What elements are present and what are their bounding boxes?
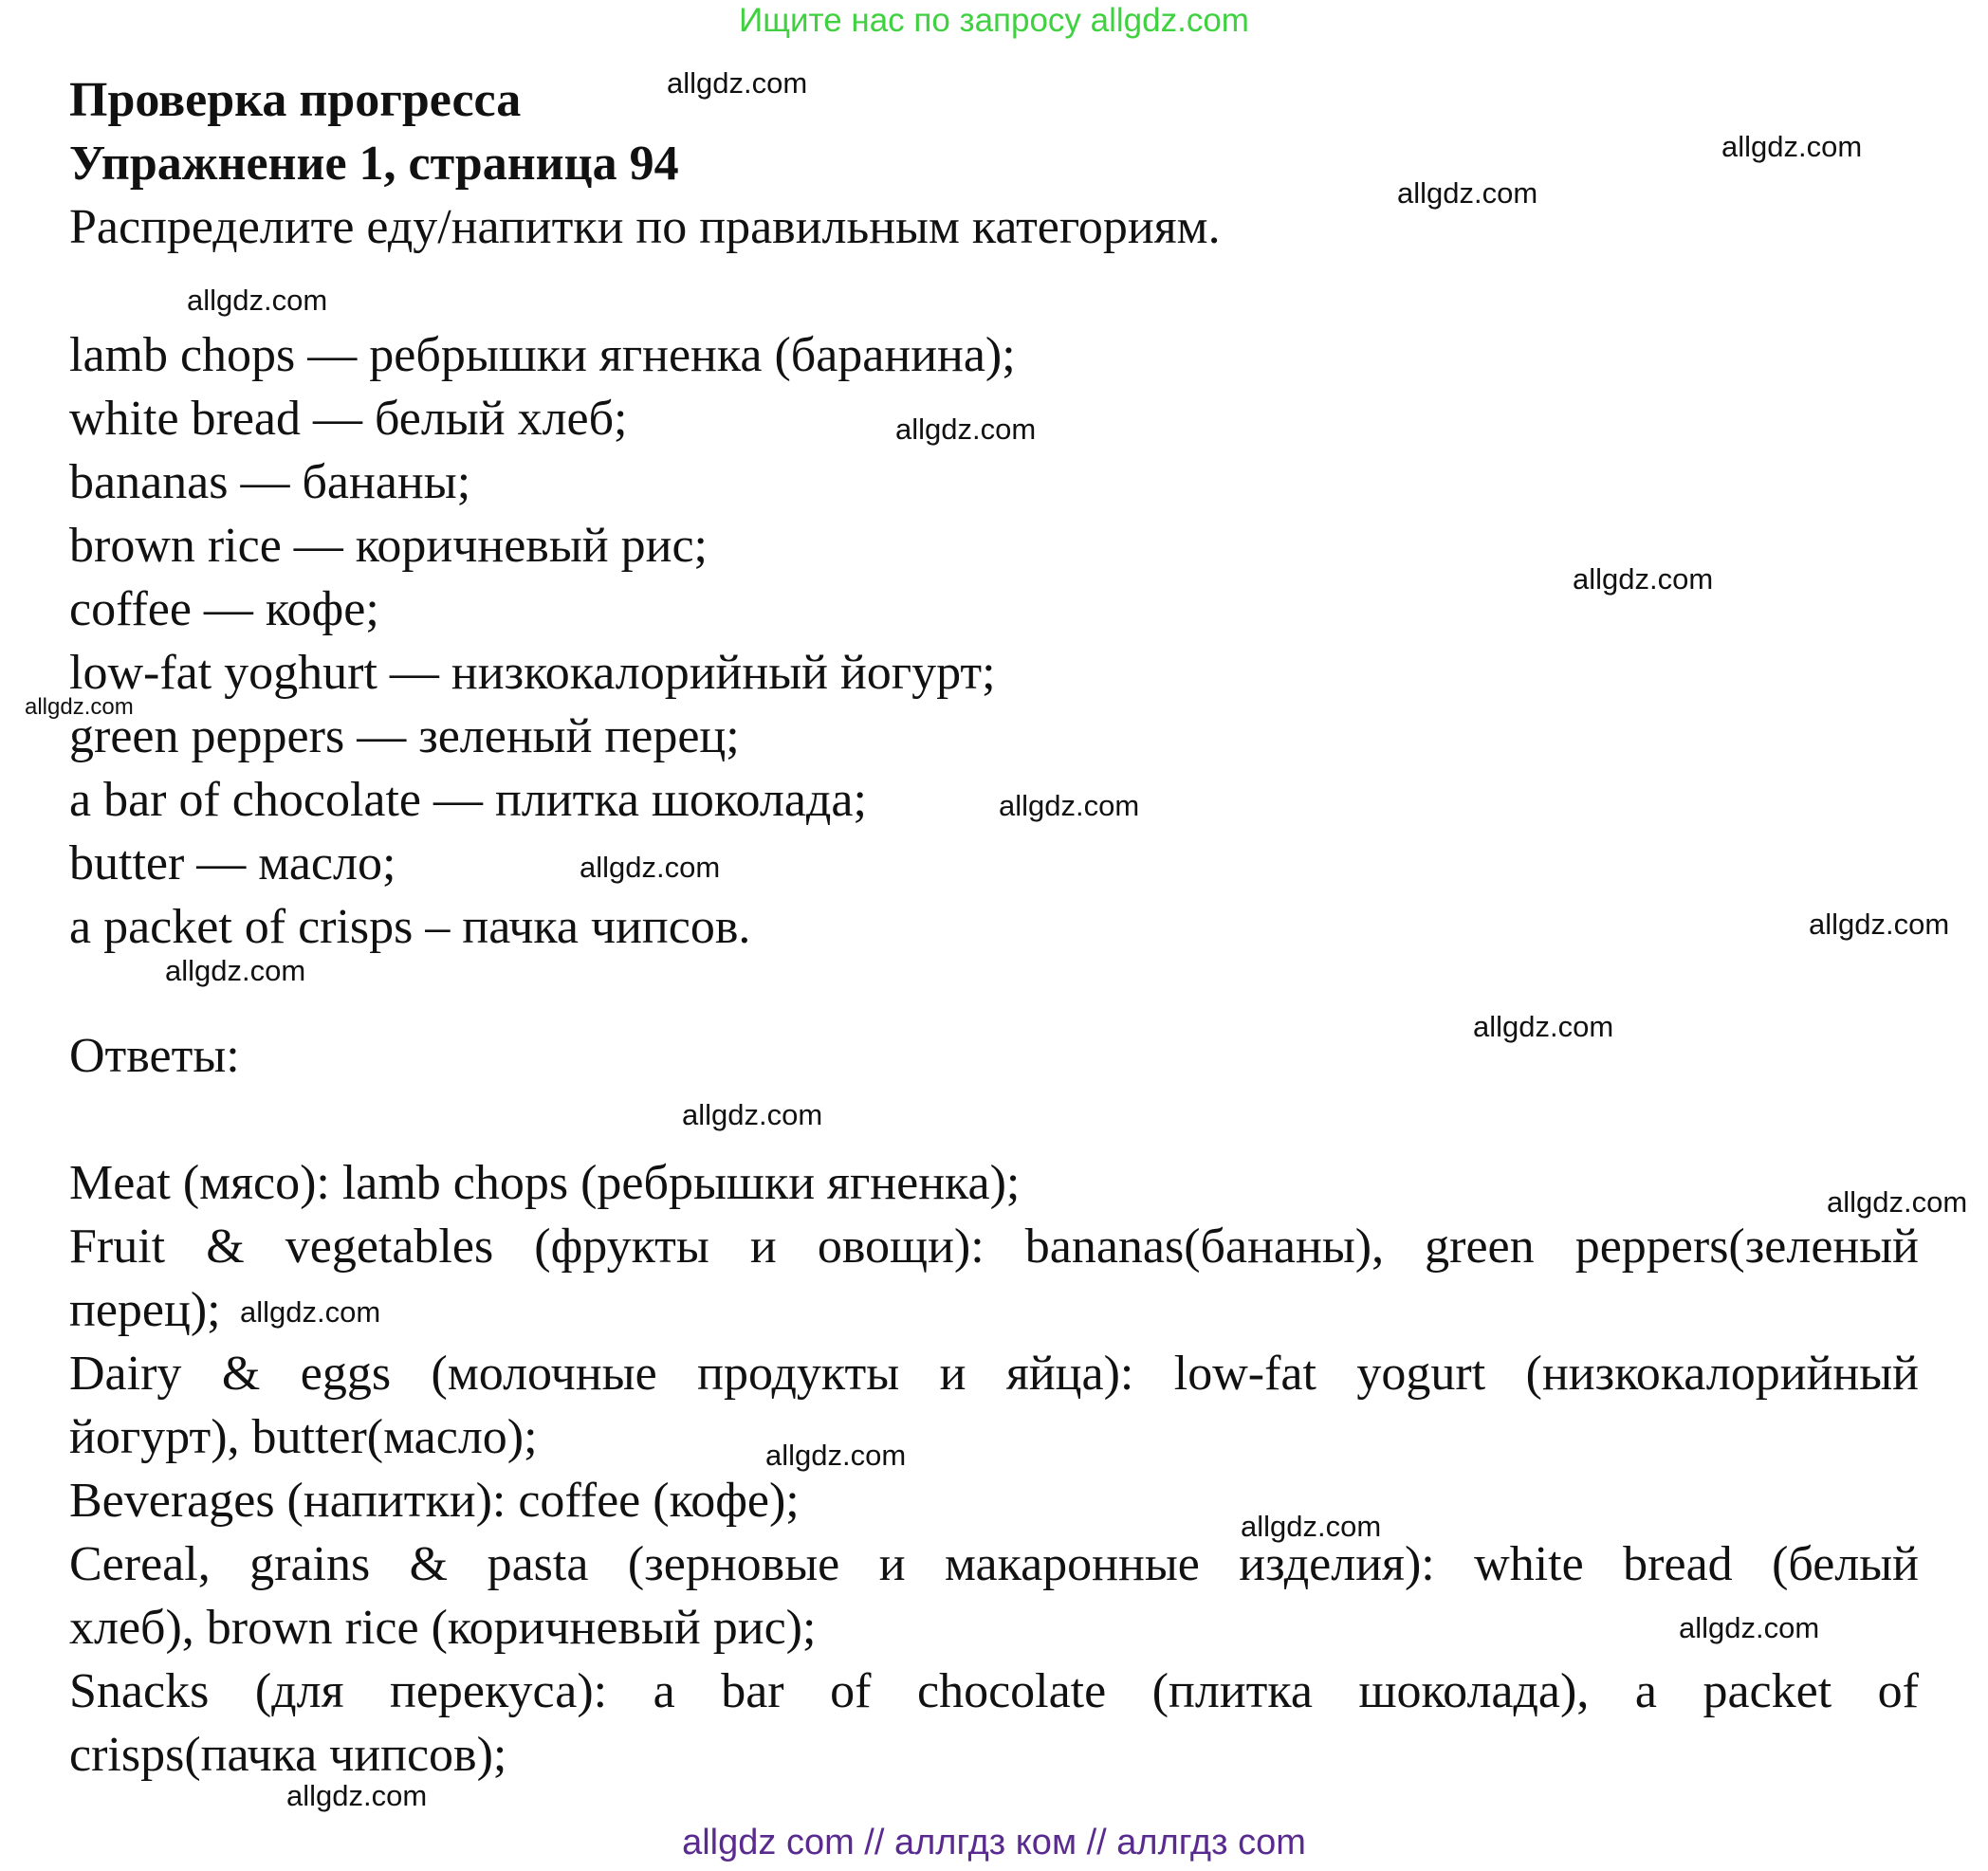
watermark: allgdz.com [286, 1779, 428, 1812]
vocab-item: a bar of chocolate — плитка шоколада; [69, 773, 867, 827]
watermark: allgdz.com [1573, 562, 1714, 596]
answer-meat: Meat (мясо): lamb chops (ребрышки ягненка); [69, 1156, 1021, 1210]
answer-cereal: Cereal, grains & pasta (зерновые и макаронные изделия): white bread (белый [69, 1537, 1919, 1591]
vocab-item: white bread — белый хлеб; [69, 392, 628, 446]
watermark: allgdz.com [25, 694, 134, 720]
watermark: allgdz.com [1721, 130, 1863, 163]
vocab-item: lamb chops — ребрышки ягненка (баранина); [69, 328, 1016, 382]
vocab-item: low-fat yoghurt — низкокалорийный йогурт; [69, 646, 996, 700]
answer-dairy: Dairy & eggs (молочные продукты и яйца): low-fat yogurt (низкокалорийный [69, 1347, 1919, 1401]
vocab-item: green peppers — зеленый перец; [69, 709, 740, 763]
watermark: allgdz.com [667, 66, 808, 100]
watermark: allgdz.com [187, 284, 328, 317]
vocab-item: bananas — бананы; [69, 455, 471, 509]
answer-snacks: Snacks (для перекуса): a bar of chocolate (плитка шоколада), a packet of [69, 1664, 1919, 1718]
vocab-item: coffee — кофе; [69, 582, 379, 636]
answer-fruit: Fruit & vegetables (фрукты и овощи): bananas(бананы), green peppers(зеленый [69, 1220, 1919, 1274]
watermark: allgdz.com [1397, 176, 1538, 210]
vocab-item: a packet of crisps – пачка чипсов. [69, 900, 751, 954]
watermark: allgdz.com [1809, 908, 1950, 941]
document-body [69, 68, 1919, 1787]
watermark: allgdz.com [682, 1098, 823, 1131]
watermark: allgdz.com [240, 1295, 381, 1329]
top-banner: Ищите нас по запросу allgdz.com [739, 2, 1249, 39]
watermark: allgdz.com [1241, 1510, 1382, 1543]
watermark: allgdz.com [999, 789, 1140, 822]
task-text: Распределите еду/напитки по правильным категориям. [69, 200, 1221, 254]
watermark: allgdz.com [165, 954, 306, 987]
answers-list [69, 1151, 1919, 1787]
answer-cereal-cont: хлеб), brown rice (коричневый рис); [69, 1601, 817, 1655]
answer-snacks-cont: crisps(пачка чипсов); [69, 1728, 507, 1782]
answer-dairy-cont: йогурт), butter(масло); [69, 1410, 538, 1464]
watermark: allgdz.com [1473, 1010, 1614, 1043]
vocab-item: brown rice — коричневый рис; [69, 519, 708, 573]
page-title: Проверка прогресса [69, 73, 522, 127]
watermark: allgdz.com [765, 1439, 907, 1472]
answer-beverages: Beverages (напитки): coffee (кофе); [69, 1474, 800, 1528]
exercise-subtitle: Упражнение 1, страница 94 [69, 137, 679, 191]
watermark: allgdz.com [1827, 1185, 1968, 1219]
watermark: allgdz.com [580, 851, 721, 884]
vocab-item: butter — масло; [69, 836, 396, 890]
footer-links: allgdz com // аллгдз ком // аллгдз com [682, 1823, 1306, 1862]
watermark: allgdz.com [1679, 1611, 1820, 1644]
answer-fruit-cont: перец); [69, 1283, 221, 1337]
watermark: allgdz.com [895, 413, 1037, 446]
answers-label: Ответы: [69, 1029, 240, 1083]
